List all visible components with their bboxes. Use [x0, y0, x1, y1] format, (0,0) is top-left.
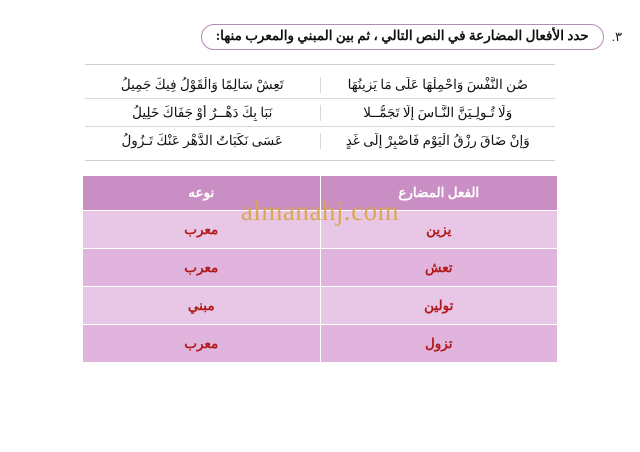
cell-type: معرب [83, 211, 321, 249]
table-row [83, 249, 558, 287]
question-number: ٣. [611, 29, 622, 44]
table-row [83, 287, 558, 325]
poem-hemistich-left: عَسَى نَكَبَاتُ الدَّهْرِ عَنْكَ تَـزُولُ [121, 132, 283, 148]
table-row [83, 211, 558, 249]
poem-hemistich-right: وَإِنْ ضَاقَ رِزْقُ الْيَوْمِ فَاصْبِرْ إلَى غَدٍ [320, 133, 556, 149]
cell-type: معرب [83, 325, 321, 363]
poem-block [85, 64, 555, 161]
table-body [83, 211, 558, 363]
poem-hemistich-left: تَعِشْ سَالِمًا وَالْقَوْلُ فِيكَ جَمِيلُ [120, 76, 284, 92]
poem-hemistich-right: صُنِ النَّفْسَ وَاحْمِلْهَا عَلَى مَا يَزِينُهَا [320, 77, 556, 93]
cell-verb: تزول [320, 325, 558, 363]
question-text: حدد الأفعال المضارعة في النص التالي ، ثم بين المبني والمعرب منها: [201, 24, 604, 50]
watermark: almanahj.com [240, 196, 400, 226]
table-head [83, 176, 558, 211]
answers-table [82, 175, 558, 363]
cell-verb: يزين [320, 211, 558, 249]
table-header-row [83, 176, 558, 211]
table-row [83, 325, 558, 363]
cell-verb: تعش [320, 249, 558, 287]
poem-hemistich-left: نَبَا بِكَ دَهْــرٌ أَوْ جَفَاكَ خَلِيلُ [132, 104, 273, 120]
column-header-verb: الفعل المضارع [320, 176, 558, 211]
column-header-type: نوعه [83, 176, 321, 211]
cell-type: معرب [83, 249, 321, 287]
poem-line [85, 98, 555, 126]
poem-line [85, 71, 555, 98]
question-row [0, 0, 640, 50]
cell-verb: تولين [320, 287, 558, 325]
poem-hemistich-right: وَلَا تُـولِـيَنَّ النَّـاسَ إلَّا تَجَمُّــلا [320, 105, 556, 121]
poem-line [85, 126, 555, 154]
cell-type: مبني [83, 287, 321, 325]
